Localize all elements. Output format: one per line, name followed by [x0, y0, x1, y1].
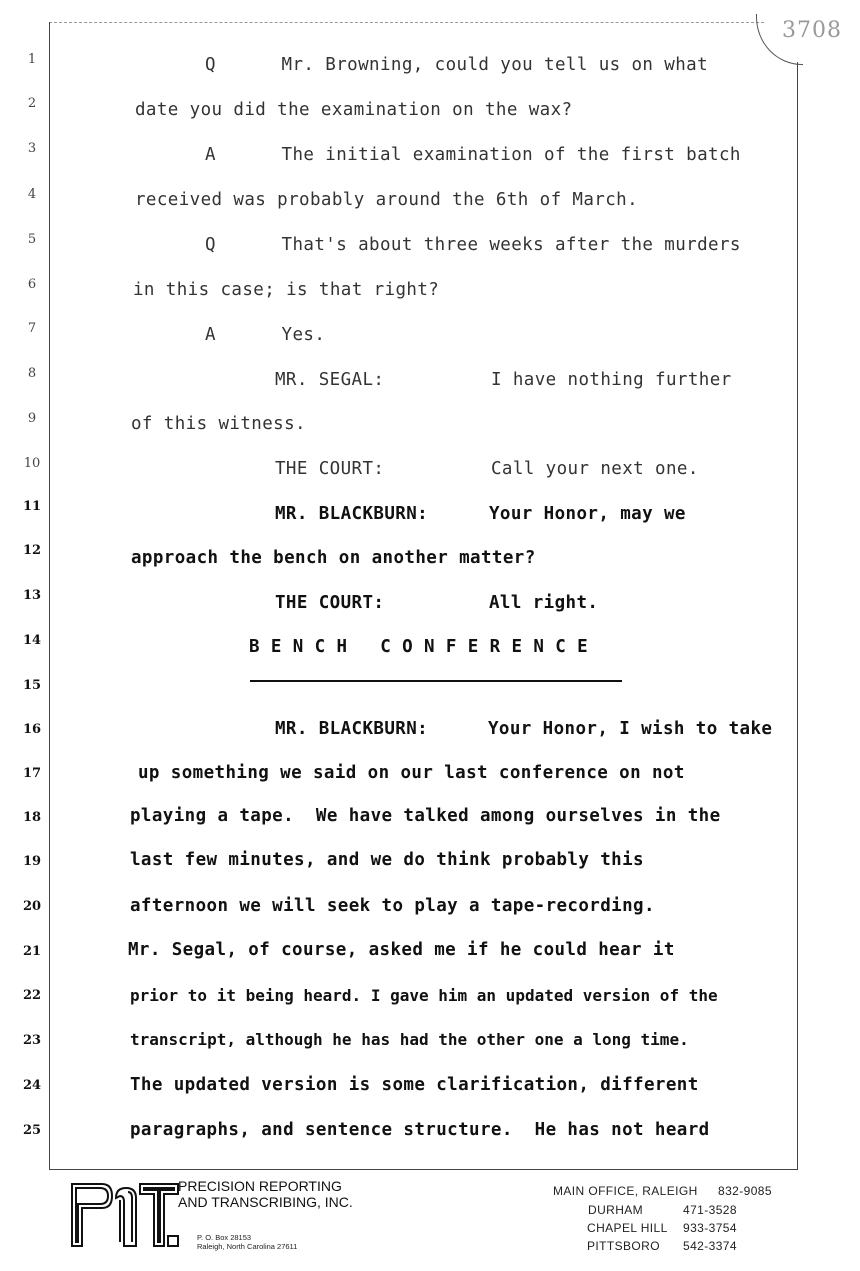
company-address	[197, 1233, 297, 1251]
transcript-line: All right.	[489, 593, 599, 613]
line-number: 14	[22, 633, 42, 648]
bench-conference-heading: B E N C H C O N F E R E N C E	[249, 637, 589, 657]
transcript-line: transcript, although he has had the other one a long time.	[130, 1030, 689, 1049]
line-number: 25	[22, 1123, 42, 1138]
company-name	[178, 1178, 353, 1210]
line-number: 2	[27, 96, 37, 111]
line-number: 6	[27, 277, 37, 292]
transcript-line: in this case; is that right?	[133, 280, 440, 300]
page-number: 3708	[782, 18, 842, 43]
line-number: 7	[27, 321, 37, 336]
line-number: 10	[23, 456, 41, 471]
company-name-line: AND TRANSCRIBING, INC.	[178, 1194, 353, 1210]
transcript-line: Mr. Segal, of course, asked me if he could hear it	[128, 940, 675, 960]
line-number: 5	[27, 232, 37, 247]
office-label: DURHAM	[588, 1203, 644, 1217]
line-number: 13	[22, 588, 42, 603]
line-number: 18	[22, 810, 42, 825]
line-number: 16	[22, 722, 42, 737]
transcript-line: afternoon we will seek to play a tape-recording.	[130, 896, 655, 916]
line-number: 8	[27, 366, 37, 381]
office-phone: 832-9085	[718, 1184, 772, 1198]
transcript-line: I have nothing further	[491, 370, 732, 390]
transcript-line: A The initial examination of the first batch	[205, 145, 741, 165]
page-right-rule	[797, 62, 798, 1170]
transcript-line: up something we said on our last conference on not	[138, 763, 685, 783]
line-number: 23	[22, 1033, 42, 1048]
line-number: 15	[22, 678, 42, 693]
page-top-rule	[49, 22, 764, 23]
transcript-line: prior to it being heard. I gave him an updated version of the	[130, 986, 718, 1005]
office-label: MAIN OFFICE, RALEIGH	[553, 1184, 698, 1198]
line-number: 9	[27, 411, 37, 426]
transcript-line: Your Honor, I wish to take	[488, 719, 773, 739]
heading-underline	[250, 680, 622, 682]
line-number: 4	[27, 187, 37, 202]
office-phone: 471-3528	[683, 1203, 737, 1217]
transcript-line: date you did the examination on the wax?	[135, 100, 573, 120]
transcript-line: The updated version is some clarification, different	[130, 1075, 699, 1095]
transcript-line: last few minutes, and we do think probably this	[130, 850, 644, 870]
office-phone: 542-3374	[683, 1239, 737, 1253]
transcript-line: A Yes.	[205, 325, 326, 345]
transcript-line: approach the bench on another matter?	[131, 548, 536, 568]
page-left-rule	[49, 22, 50, 1170]
line-number: 17	[22, 766, 42, 781]
transcript-line: Q Mr. Browning, could you tell us on what	[205, 55, 709, 75]
speaker-label: MR. SEGAL:	[275, 370, 385, 390]
line-number: 22	[22, 988, 42, 1003]
speaker-label: THE COURT:	[275, 593, 385, 613]
line-number: 1	[27, 52, 37, 67]
transcript-line: Q That's about three weeks after the murders	[205, 235, 741, 255]
line-number: 19	[22, 854, 42, 869]
line-number: 21	[22, 944, 42, 959]
transcript-line: of this witness.	[131, 414, 306, 434]
speaker-label: MR. BLACKBURN:	[275, 504, 429, 524]
transcript-line: received was probably around the 6th of March.	[135, 190, 639, 210]
line-number: 20	[22, 899, 42, 914]
office-label: CHAPEL HILL	[587, 1221, 668, 1235]
company-logo	[68, 1178, 180, 1252]
page-bottom-rule	[49, 1169, 798, 1170]
line-number: 11	[22, 499, 42, 514]
office-phone: 933-3754	[683, 1221, 737, 1235]
office-label: PITTSBORO	[587, 1239, 660, 1253]
line-number: 3	[27, 141, 37, 156]
speaker-label: MR. BLACKBURN:	[275, 719, 429, 739]
speaker-label: THE COURT:	[275, 459, 385, 479]
transcript-line: paragraphs, and sentence structure. He has not heard	[130, 1120, 710, 1140]
line-number: 12	[22, 543, 42, 558]
transcript-line: Call your next one.	[491, 459, 699, 479]
address-line: P. O. Box 28153	[197, 1233, 252, 1242]
transcript-line: playing a tape. We have talked among ourselves in the	[130, 806, 721, 826]
line-number: 24	[22, 1078, 42, 1093]
company-name-line: PRECISION REPORTING	[178, 1178, 342, 1194]
transcript-line: Your Honor, may we	[489, 504, 686, 524]
address-line: Raleigh, North Carolina 27611	[197, 1242, 298, 1251]
